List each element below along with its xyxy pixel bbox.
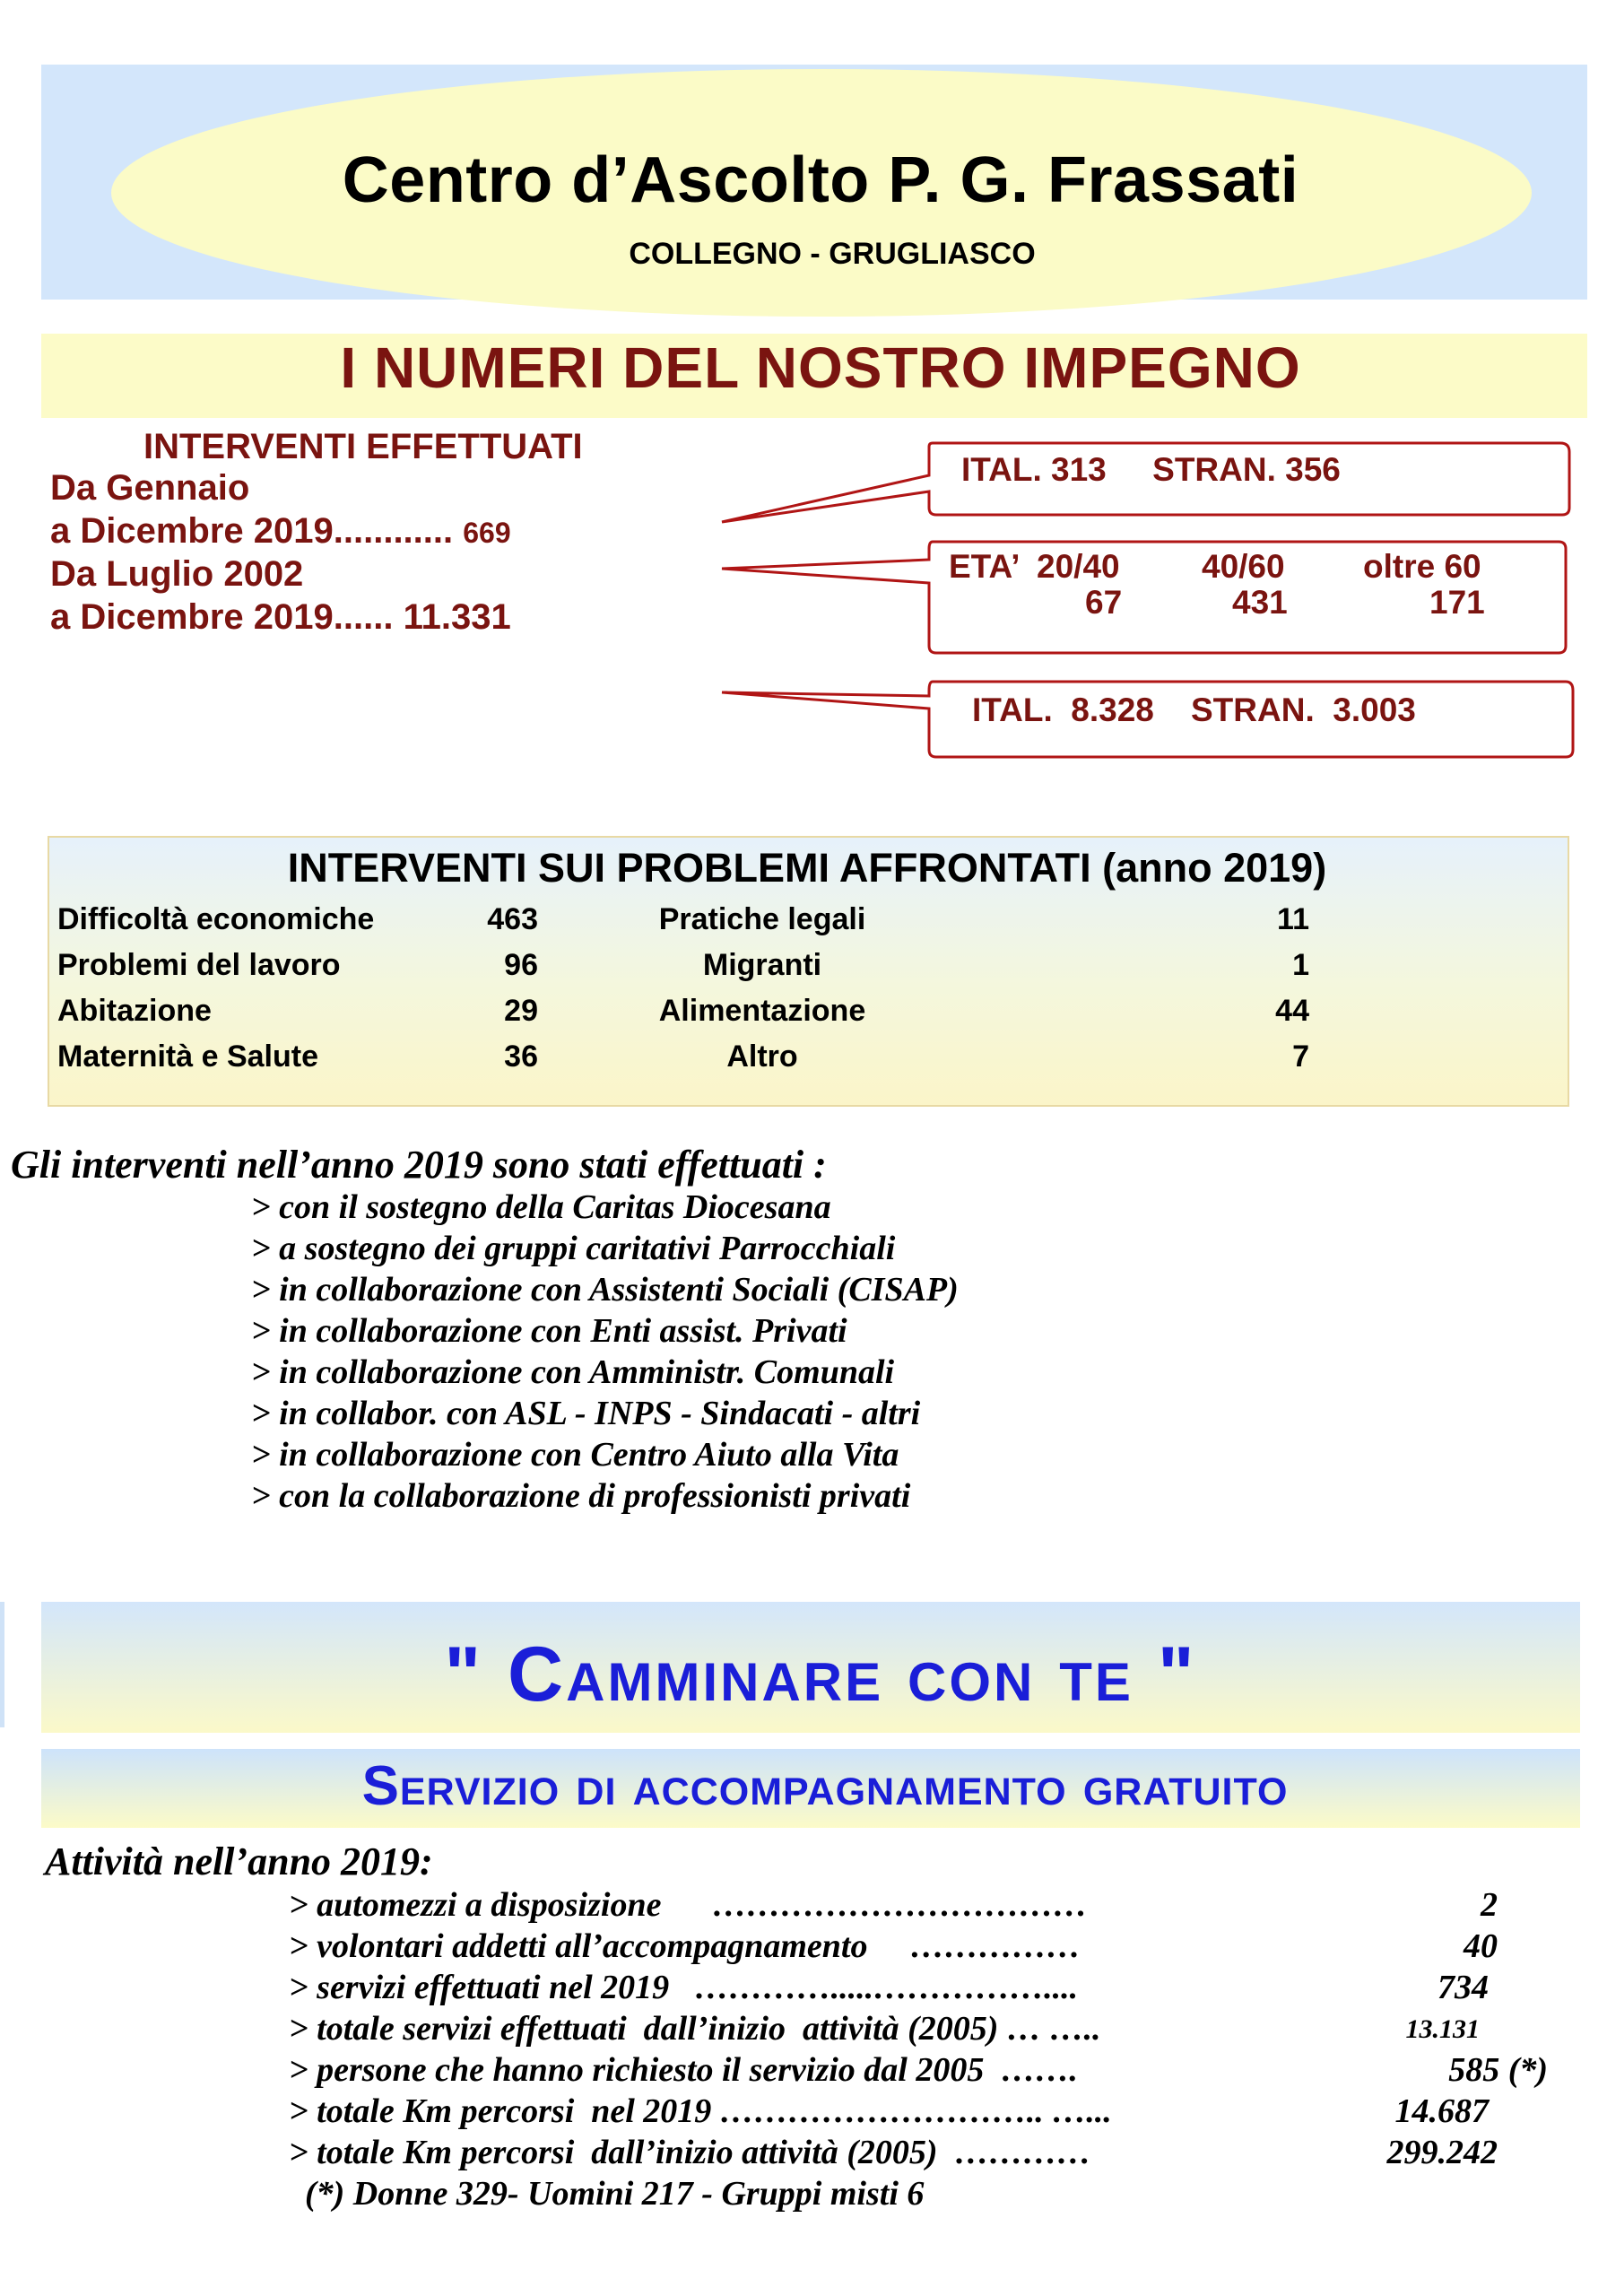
problemi-title: INTERVENTI SUI PROBLEMI AFFRONTATI (anno 2019) (287, 845, 1327, 891)
problema-value: 11 (1277, 902, 1309, 936)
interventi-2019-value: 669 (463, 517, 511, 549)
interventi-title: INTERVENTI EFFETTUATI (143, 427, 583, 466)
interventi-line-1: Da Gennaio (50, 468, 250, 508)
problema-value: 44 (1275, 994, 1309, 1028)
problema-label: Maternità e Salute (57, 1039, 318, 1074)
callout-3-text: ITAL. 8.328 STRAN. 3.003 (972, 691, 1416, 728)
page-title: Centro d’Ascolto P. G. Frassati (342, 144, 1299, 216)
section-title: I NUMERI DEL NOSTRO IMPEGNO (340, 335, 1301, 400)
interventi-line-3: Da Luglio 2002 (50, 554, 304, 594)
callout-2-age-3: oltre 60 (1363, 548, 1481, 585)
problema-label: Pratiche legali (658, 902, 866, 936)
problema-label: Difficoltà economiche (57, 902, 375, 936)
problema-value: 463 (487, 902, 538, 936)
problema-label: Abitazione (57, 994, 212, 1028)
attivita-item-value: 734 (1438, 1969, 1489, 2006)
callout-2-val-3: 171 (1429, 584, 1485, 621)
attivita-item-value: 2 (1481, 1886, 1498, 1924)
callouts-graphic (0, 0, 1607, 807)
attivita-item-value: 13.131 (1405, 2014, 1480, 2044)
servizio-title: Servizio di accompagnamento gratuito (361, 1755, 1289, 1817)
attivita-item-label: > totale Km percorsi nel 2019 ……………………….. …... (289, 2092, 1112, 2130)
problema-value: 1 (1292, 948, 1309, 982)
problema-label: Altro (726, 1039, 798, 1074)
attivita-title: Attività nell’anno 2019: (45, 1839, 433, 1883)
attivita-item-label: > totale Km percorsi dall’inizio attività (2005) ………… (289, 2134, 1091, 2171)
page-subtitle: COLLEGNO - GRUGLIASCO (629, 237, 1036, 271)
sostegno-item: > con la collaborazione di professionisti privati (251, 1477, 911, 1515)
attivita-item-label: > volontari addetti all’accompagnamento …………… (289, 1927, 1081, 1965)
callout-2-age-1: ETA’ 20/40 (949, 548, 1120, 585)
sostegno-item: > in collaborazione con Amministr. Comunali (251, 1353, 895, 1391)
interventi-total-value: 11.331 (403, 597, 511, 637)
problema-label: Problemi del lavoro (57, 948, 341, 982)
attivita-item-value: 299.242 (1386, 2134, 1498, 2171)
sostegno-item: > a sostegno dei gruppi caritativi Parrocchiali (251, 1230, 896, 1267)
attivita-item-label: > servizi effettuati nel 2019 ………….....…………….... (289, 1969, 1079, 2006)
callout-2-val-1: 67 (1085, 584, 1123, 621)
problema-label: Migranti (702, 948, 822, 982)
problema-value: 29 (504, 994, 538, 1028)
problema-value: 36 (504, 1039, 538, 1074)
attivita-item-value: 585 (*) (1448, 2051, 1548, 2089)
attivita-note: (*) Donne 329- Uomini 217 - Gruppi misti 6 (305, 2175, 925, 2213)
sostegno-item: > con il sostegno della Caritas Diocesana (251, 1188, 831, 1226)
sostegno-item: > in collaborazione con Centro Aiuto alla Vita (251, 1436, 899, 1474)
sostegno-item: > in collaborazione con Assistenti Sociali (CISAP) (251, 1271, 959, 1309)
attivita-item-label: > automezzi a disposizione …………………………… (289, 1886, 1088, 1924)
callout-1-text: ITAL. 313 STRAN. 356 (961, 451, 1341, 488)
callout-2-age-2: 40/60 (1202, 548, 1285, 585)
problema-label: Alimentazione (658, 994, 866, 1028)
attivita-item-label: > persone che hanno richiesto il servizio dal 2005 ……. (289, 2051, 1078, 2089)
sostegno-item: > in collabor. con ASL - INPS - Sindacati - altri (251, 1395, 921, 1432)
interventi-line-2: a Dicembre 2019............ 669 (50, 511, 511, 551)
attivita-item-value: 14.687 (1394, 2092, 1489, 2130)
callout-2-val-2: 431 (1232, 584, 1288, 621)
interventi-line-4: a Dicembre 2019...... 11.331 (50, 597, 511, 637)
problema-value: 7 (1292, 1039, 1309, 1074)
sostegno-intro: Gli interventi nell’anno 2019 sono stati effettuati : (11, 1143, 827, 1187)
sostegno-item: > in collaborazione con Enti assist. Privati (251, 1312, 847, 1350)
attivita-item-label: > totale servizi effettuati dall’inizio attività (2005) … ….. (289, 2010, 1101, 2048)
attivita-item-value: 40 (1464, 1927, 1498, 1965)
problema-value: 96 (504, 948, 538, 982)
camminare-title: " Camminare con te " (444, 1631, 1197, 1718)
